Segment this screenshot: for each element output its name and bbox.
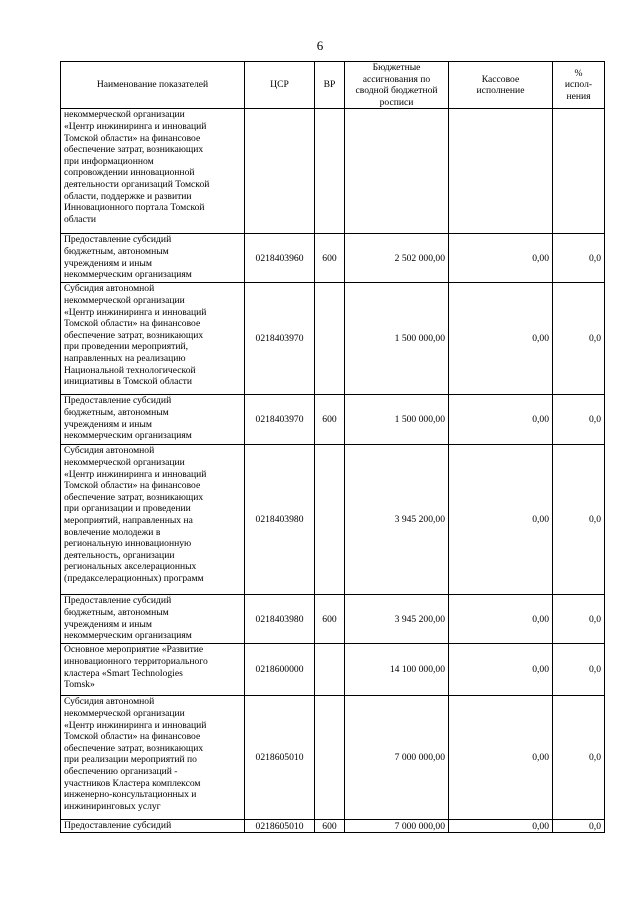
row-vr: 600 bbox=[315, 395, 345, 445]
row-percent: 0,0 bbox=[553, 696, 605, 820]
row-csr: 0218403980 bbox=[245, 445, 315, 595]
row-name: Субсидия автономной некоммерческой организации «Центр инжиниринга и инноваций Томской области» на финансовое обеспечение затрат, возникающих при проведении мероприятий, направленных на реализацию Национальной технологической инициативы в Томской области bbox=[61, 283, 245, 395]
row-budget: 3 945 200,00 bbox=[345, 595, 449, 644]
row-csr: 0218605010 bbox=[245, 820, 315, 833]
row-budget: 3 945 200,00 bbox=[345, 445, 449, 595]
row-csr: 0218403970 bbox=[245, 395, 315, 445]
row-name: некоммерческой организации «Центр инжиниринга и инноваций Томской области» на финансовое обеспечение затрат, возникающих при информационном сопровождении инновационной деятельности организаций Томской области, поддержке и развитии Инновационного портала Томской области bbox=[61, 109, 245, 234]
table-row bbox=[61, 696, 605, 820]
row-vr bbox=[315, 644, 345, 696]
table-header-row bbox=[61, 62, 605, 109]
row-percent: 0,0 bbox=[553, 234, 605, 283]
budget-execution-table bbox=[60, 61, 605, 833]
row-cash bbox=[449, 109, 553, 234]
row-csr bbox=[245, 109, 315, 234]
row-cash: 0,00 bbox=[449, 234, 553, 283]
row-budget bbox=[345, 109, 449, 234]
row-cash: 0,00 bbox=[449, 395, 553, 445]
row-percent: 0,0 bbox=[553, 445, 605, 595]
row-name: Основное мероприятие «Развитие инновационного территориального кластера «Smart Technologies Tomsk» bbox=[61, 644, 245, 696]
row-csr: 0218605010 bbox=[245, 696, 315, 820]
row-vr bbox=[315, 696, 345, 820]
row-name: Предоставление субсидий бюджетным, автономным учреждениям и иным некоммерческим организациям bbox=[61, 595, 245, 644]
row-budget: 7 000 000,00 bbox=[345, 820, 449, 833]
row-cash: 0,00 bbox=[449, 696, 553, 820]
row-name: Предоставление субсидий бюджетным, автономным учреждениям и иным некоммерческим организациям bbox=[61, 234, 245, 283]
header-budget: Бюджетные ассигнования по сводной бюджетной росписи bbox=[345, 62, 449, 109]
row-percent bbox=[553, 109, 605, 234]
table-row bbox=[61, 234, 605, 283]
row-vr: 600 bbox=[315, 595, 345, 644]
row-csr: 0218403960 bbox=[245, 234, 315, 283]
page-number: 6 bbox=[316, 38, 324, 53]
row-vr bbox=[315, 109, 345, 234]
row-cash: 0,00 bbox=[449, 283, 553, 395]
row-cash: 0,00 bbox=[449, 445, 553, 595]
row-budget: 1 500 000,00 bbox=[345, 283, 449, 395]
row-csr: 0218403980 bbox=[245, 595, 315, 644]
row-name: Субсидия автономной некоммерческой организации «Центр инжиниринга и инноваций Томской области» на финансовое обеспечение затрат, возникающих при организации и проведении мероприятий, направленных на вовлечение молодежи в региональную инновационную деятельность, организации региональных акселерационных (предакселерационных) программ bbox=[61, 445, 245, 595]
row-budget: 2 502 000,00 bbox=[345, 234, 449, 283]
row-budget: 1 500 000,00 bbox=[345, 395, 449, 445]
row-vr: 600 bbox=[315, 820, 345, 833]
table-row bbox=[61, 445, 605, 595]
row-vr: 600 bbox=[315, 234, 345, 283]
row-name: Субсидия автономной некоммерческой организации «Центр инжиниринга и инноваций Томской области» на финансовое обеспечение затрат, возникающих при реализации мероприятий по обеспечению организаций - участников Кластера комплексом инженерно-консультационных и инжиниринговых услуг bbox=[61, 696, 245, 820]
row-percent: 0,0 bbox=[553, 644, 605, 696]
row-vr bbox=[315, 445, 345, 595]
header-name: Наименование показателей bbox=[61, 62, 245, 109]
row-percent: 0,0 bbox=[553, 283, 605, 395]
table-row bbox=[61, 820, 605, 833]
header-csr: ЦСР bbox=[245, 62, 315, 109]
row-csr: 0218600000 bbox=[245, 644, 315, 696]
row-name: Предоставление субсидий bbox=[61, 820, 245, 833]
row-percent: 0,0 bbox=[553, 395, 605, 445]
header-cash: Кассовое исполнение bbox=[449, 62, 553, 109]
row-vr bbox=[315, 283, 345, 395]
table-row bbox=[61, 595, 605, 644]
table-row bbox=[61, 283, 605, 395]
row-percent: 0,0 bbox=[553, 820, 605, 833]
row-name: Предоставление субсидий бюджетным, автономным учреждениям и иным некоммерческим организациям bbox=[61, 395, 245, 445]
table-row bbox=[61, 644, 605, 696]
row-percent: 0,0 bbox=[553, 595, 605, 644]
header-vr: ВР bbox=[315, 62, 345, 109]
row-cash: 0,00 bbox=[449, 820, 553, 833]
row-cash: 0,00 bbox=[449, 644, 553, 696]
table-row bbox=[61, 109, 605, 234]
header-percent: % испол- нения bbox=[553, 62, 605, 109]
row-cash: 0,00 bbox=[449, 595, 553, 644]
row-budget: 14 100 000,00 bbox=[345, 644, 449, 696]
row-csr: 0218403970 bbox=[245, 283, 315, 395]
table-row bbox=[61, 395, 605, 445]
row-budget: 7 000 000,00 bbox=[345, 696, 449, 820]
